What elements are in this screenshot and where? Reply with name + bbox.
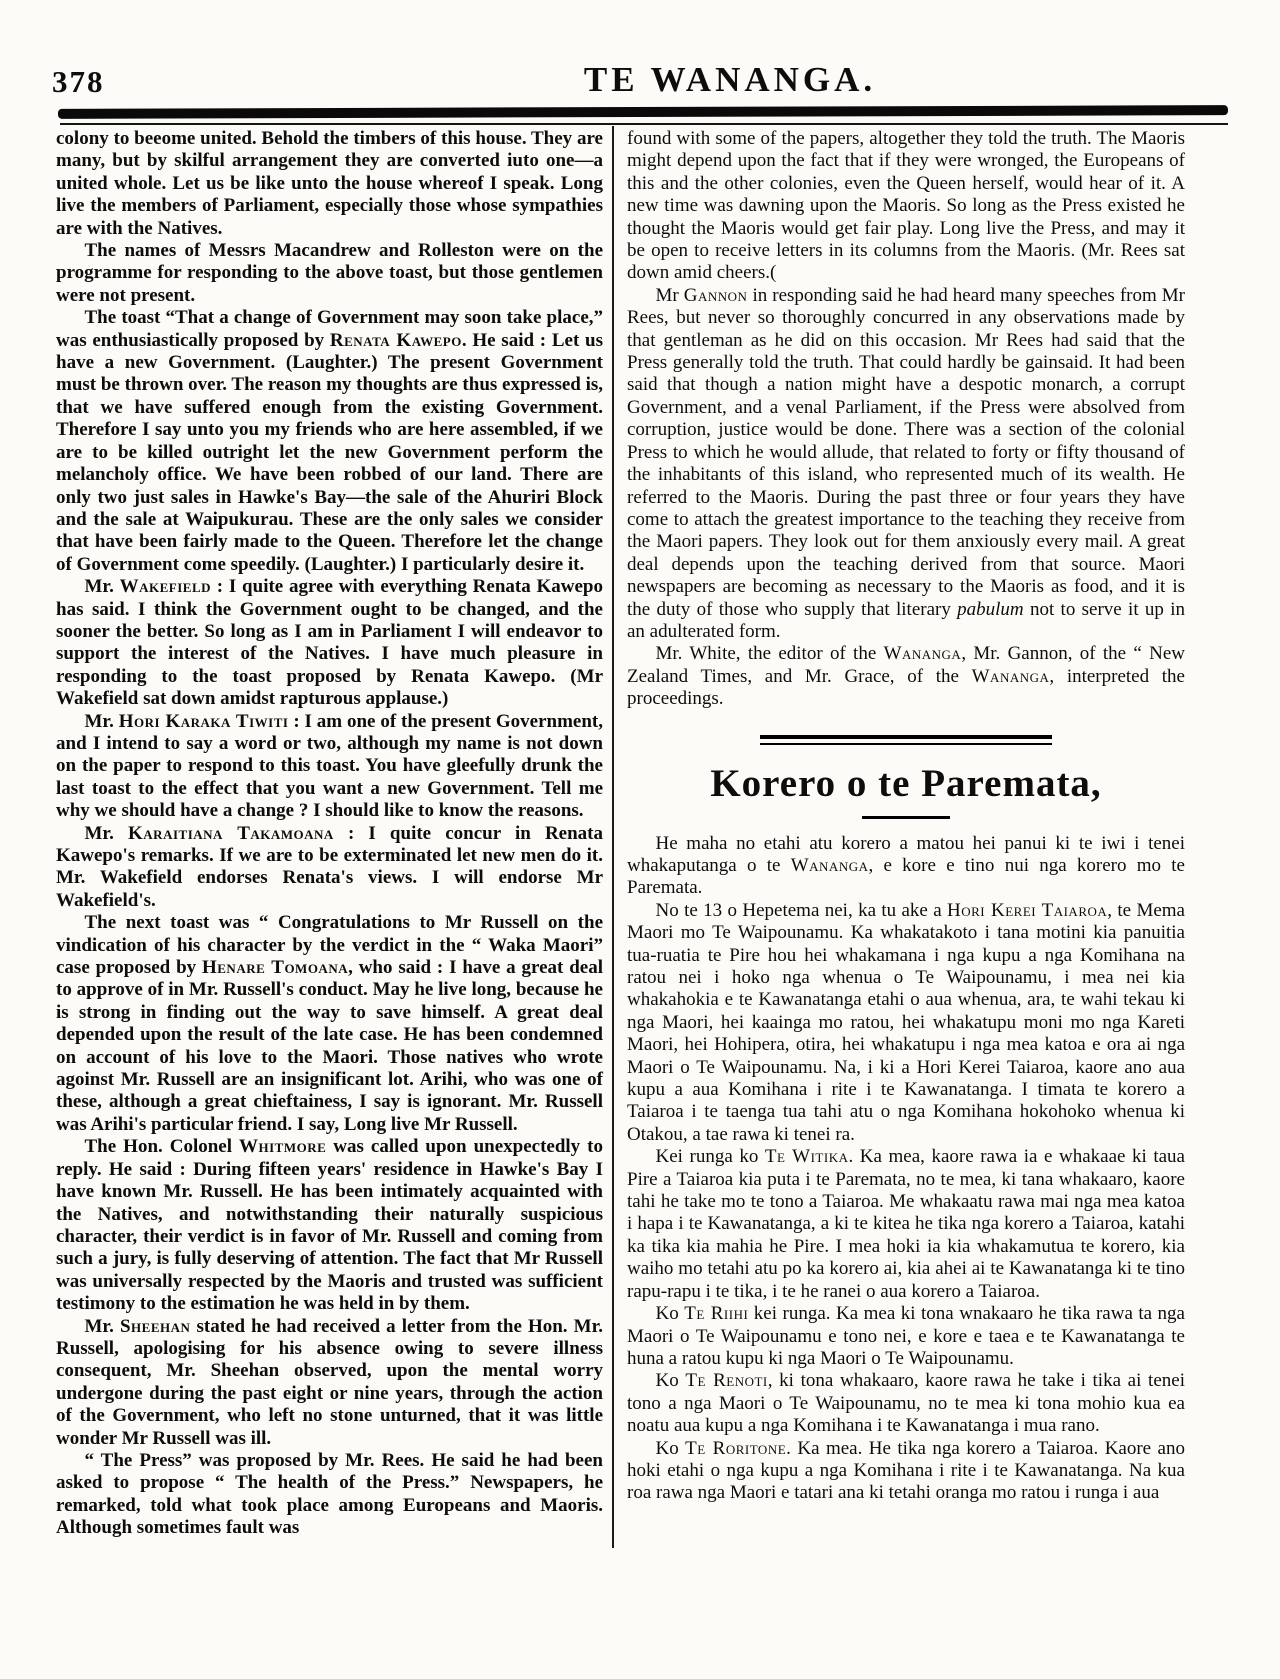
text-run: Kei runga ko [655,1146,765,1168]
text-run: Wakefield [119,576,212,598]
text-run: Te Riihi [684,1303,749,1325]
text-run: : I quite agree with everything Renata Kawepo has said. I think the Government ought to be changed, and the sooner the better. So long as I am in Parliament I will endeavor to support the interest of the Natives. I have much pleasure in responding to the toast proposed by Renata Kawepo. (Mr Wakefield sat down amidst rapturous applause.) [56,576,603,710]
text-run: . Ka mea, kaore rawa ia e whakaae ki taua Pire a Taiaroa kia puta i te Paremata, no te mea, ki tana whakaaro, kaore tahi he take mo te tono a Taiaroa. Me whakaatu rawa mai nga mea katoa i hapa i te Kawanatanga, a ki te kitea he tika nga korero a Taiaroa, katahi ka tika kia mahia he Pire. I mea hoki ia kia whakamutua te korero, kia waiho mo tetahi atu po ka korero ai, kia ahei ai te Kawanatanga ki te tino rapu-rapu i te tika, i te he ranei o aua korero a Taiaroa. [627,1146,1185,1302]
paragraph [627,285,1185,644]
text-run: Ko [655,1437,686,1459]
text-run: Karaitiana Takamoana [128,822,334,844]
paragraph [56,912,603,1136]
text-run: in responding said he had heard many speeches from Mr Rees, but never so thoroughly concurred in any observations made by that gentleman as he did on this occasion. Mr Rees had said that the Press generally told the truth. That could hardly be gainsaid. It had been said that though a nation might have a despotic monarch, a corrupt Government, and a venal Parliament, if the Press were absolved from corruption, justice would be done. There was a section of the colonial Press to which he would allude, that related to forty or fifty thousand of the inhabitants of this island, who represented much of its wealth. He referred to the Maoris. During the past three or four years they have come to attach the greatest importance to the teaching they receive from the Maori papers. They look out for them anxiously every mail. A great deal depends upon the teaching derived from that source. Maori newspapers are becoming as necessary to the Maoris as food, and it is the duty of those who supply that literary [627,284,1185,620]
text-run: The next toast was “ Congratulations to Mr Russell on the vindication of his character by the verdict in the “ Waka Maori” case proposed by [56,912,603,979]
text-run: Ko [655,1303,685,1325]
text-run: Mr. [84,822,129,844]
paragraph [56,1316,603,1450]
text-run: colony to beeome united. Behold the timbers of this house. They are many, but by skilful arrangement they are converted iuto one—a united whole. Let us be like unto the house whereof I speak. Long live the members of Parliament, especially those whose sympathies are with the Natives. [56,128,603,239]
text-run: , Mr. Gannon, of the “ New Zealand Times, and Mr. Grace, of the [627,643,1185,687]
text-run: Ko [655,1370,686,1392]
masthead-title: TE WANANGA. [583,60,877,99]
paragraph [56,711,603,823]
text-run: The names of Messrs Macandrew and Rolleston were on the programme for responding to the above toast, but those gentlemen were not present. [56,240,603,306]
text-run: , e kore e tino nui nga korero mo te Paremata. [627,854,1185,899]
section-divider-short [862,816,950,819]
paragraph [627,643,1185,710]
text-run: Te Witika [764,1146,849,1168]
paragraph [56,128,603,240]
text-run: Whitmore [239,1136,327,1158]
header-rule-thin [60,123,1228,125]
paragraph [627,900,1185,1146]
text-run: found with some of the papers, altogether they told the truth. The Maoris might depend upon the fact that if they were wronged, the Europeans of this and the other colonies, even the Queen herself, would hear of it. A new time was dawning upon the Maoris. So long as the Press existed he thought the Maoris would get fair play. Long live the Press, and may it be open to receive letters in its columns from the Maoris. (Mr. Rees sat down amid cheers.( [627,128,1185,284]
header-rule-thick [58,105,1228,119]
paragraph [627,128,1185,285]
paragraph [56,307,603,576]
text-run: Wananga [971,665,1050,687]
paragraph [56,1136,603,1315]
text-run: . He said : Let us have a new Government. (Laughter.) The present Government must be thrown over. The reason my thoughts are thus expressed is, that we have suffered enough from the existing Government. Therefore I say unto you my friends who are here assembled, if we are to be killed outright let the new Government perform the melancholy office. We have been robbed of our land. There are only two just sales in Hawke's Bay—the sale of the Ahuriri Block and the sale at Waipukurau. These are the only sales we consider that have been fairly made to the Queen. Therefore let the change of Government come speedily. (Laughter.) I particularly desire it. [56,329,604,575]
paragraph [56,823,603,913]
paragraph [627,1146,1185,1303]
text-run: , who said : I have a great deal to approve of in Mr. Russell's conduct. May he live long, because he is strong in finding out the way to save himself. A great deal depended upon the result of the late case. He has been condemned on account of his love to the Maori. Those natives who wrote agoinst Mr. Russell are an insignificant lot. Arihi, who was one of these, although a great chieftainess, I say is ignorant. Mr. Russell was Arihi's particular friend. I say, Long live Mr Russell. [56,957,603,1135]
text-run: Wananga [790,854,869,876]
text-run: The toast “That a change of Government may soon take place,” was enthusiastically proposed by [56,307,603,351]
text-run: Mr. White, the editor of the [655,643,884,665]
text-run: kei runga. Ka mea ki tona wnakaaro he tika rawa ta nga Maori o Te Waipounamu e tono nei, e kore e taea e te Kawanatanga te huna a ratou kupu ki nga Maori o Te Waipounamu. [627,1303,1185,1369]
paragraph [56,576,603,710]
text-run: The Hon. Colonel [84,1136,240,1158]
text-run: was called upon unexpectedly to reply. He said : During fifteen years' residence in Hawke's Bay I have known Mr. Russell. He has been intimately acquainted with the Natives, and notwithstanding their naturally suspicious character, their verdict is in favor of Mr. Russell and coming from such a jury, is fully deserving of attention. The fact that Mr Russell was universally respected by the Maoris and trusted was sufficient testimony to the estimation he was held in by them. [56,1136,603,1315]
paragraph [627,1438,1185,1505]
text-run: “ The Press” was proposed by Mr. Rees. He said he had been asked to propose “ The health of the Press.” Newspapers, he remarked, told what took place among Europeans and Maoris. Although sometimes fault was [56,1449,603,1539]
paragraph [627,1303,1185,1370]
paragraph [56,240,603,307]
text-run: not to serve it up in an adulterated form. [627,598,1185,642]
text-run: Te Roritone [685,1437,787,1459]
text-run: stated he had received a letter from the Hon. Mr. Russell, apologising for his absence owing to severe illness consequent, Mr. Sheehan observed, upon the mental worry undergone during the past eight or nine years, through the action of the Government, who left no stone unturned, that it was little wonder Mr Russell was ill. [56,1315,604,1449]
text-run: He maha no etahi atu korero a matou hei panui ki te iwi i tenei whakaputanga o te [627,832,1185,876]
paragraph [627,1370,1185,1437]
left-column [56,128,603,1540]
text-run: Gannon [683,284,748,306]
text-run: pabulum [957,598,1024,620]
page-number: 378 [52,64,105,99]
text-run: , interpreted the proceedings. [627,665,1185,710]
section-heading: Korero o te Paremata, [710,761,1102,805]
text-run: Hori Karaka Tiwiti [118,710,289,732]
text-run: . Ka mea. He tika nga korero a Taiaroa. Kaore ano hoki etahi o nga kupu a nga Komihana i rite i te Kawanatanga. Na kua roa rawa nga Maori e tatari ana ki tetahi oranga mo ratou i runga i aua [627,1437,1185,1504]
text-run: No te 13 o Hepetema nei, ka tu ake a [655,899,948,921]
text-run: Te Renoti [685,1370,768,1392]
text-run: , te Mema Maori mo Te Waipounamu. Ka whakatakoto i tana motini kia panuitia tua-ruatia te Pire hou hei whakamana i nga kupu a nga Komihana na ratou nei i hoko nga whenua o Te Waipounamu, i mea nei kia whakahokia e te Kawanatanga etahi o aua whenua, ara, te wahi tekau ki nga Maori, hei kaainga mo ratou, hei whakatupu moni mo nga Kareti Maori, hei Hohipera, otira, hei whakatupu i nga mea katoa e ora ai nga Maori o Te Waipounamu. Na, i ki a Hori Kerei Taiaroa, kaore ano aua kupu a aua Komihana i rite i te Kawanatanga. I timata te korero a Taiaroa i te taenga tua tahi atu o nga Komihana hokohoko whenua ki Otakou, a tae rawa ki tenei ra. [627,899,1185,1145]
section-divider-double [760,735,1052,745]
text-run: Renata Kawepo [329,329,462,351]
paragraph [627,833,1185,900]
column-divider [612,126,614,1548]
text-run: : I quite concur in Renata Kawepo's remarks. If we are to be exterminated let new men do it. Mr. Wakefield endorses Renata's views. I will endorse Mr Wakefield's. [56,822,603,911]
text-run: Hori Kerei Taiaroa [947,899,1108,921]
text-run: Mr. [84,1315,120,1337]
text-run: Mr. [84,576,120,598]
text-run: : I am one of the present Government, and I intend to say a word or two, although my name is not down on the paper to respond to this toast. You have gleefully drunk the last toast to the effect that you want a new Government. Tell me why we should have a change ? I should like to know the reasons. [56,710,604,822]
text-run: Mr. [84,710,119,732]
text-run: Sheehan [119,1315,191,1337]
text-run: Mr [655,284,684,306]
paragraph [56,1450,603,1540]
right-column [627,128,1185,1505]
text-run: Henare Tomoana [201,957,349,979]
text-run: , ki tona whakaaro, kaore rawa he take i tika ai tenei tono a nga Maori o Te Waipounamu, no te mea ki tona mohio kua ea noatu aua kupu a nga Komihana i te Kawanatanga i mua rano. [627,1370,1185,1437]
text-run: Wananga [883,643,962,665]
